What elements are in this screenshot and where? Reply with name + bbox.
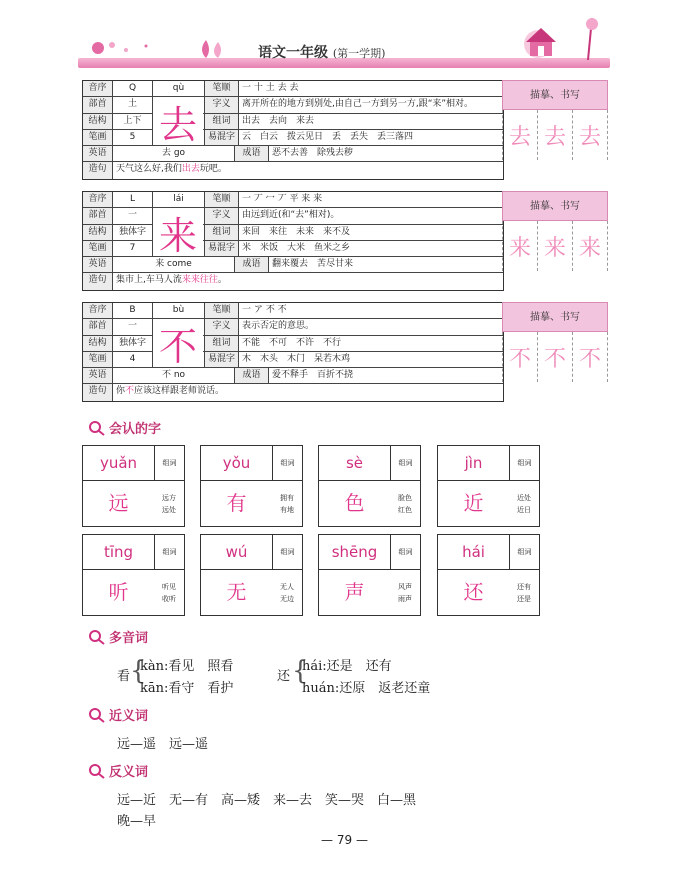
main-character: 不	[153, 320, 203, 366]
recognize-card: tīng 组词 听 听见 收听	[82, 534, 185, 616]
section-title-synonym: 近义词	[88, 705, 148, 724]
copy-practice: 描摹、书写 去 去 去	[502, 80, 608, 160]
magnifier-icon	[88, 763, 106, 779]
magnifier-icon	[88, 420, 106, 436]
polyphone-huan-1: hái:还是 还有	[302, 659, 392, 674]
brace-icon: {	[130, 656, 147, 686]
copy-practice: 描摹、书写 来 来 来	[502, 191, 608, 271]
magnifier-icon	[88, 629, 106, 645]
house-decoration-icon	[508, 14, 618, 62]
synonym-line: 远—遥 远—遥	[117, 737, 209, 752]
polyphone-kan-1: kàn:看见 照看	[140, 659, 234, 674]
antonym-line-2: 晚—早	[117, 814, 157, 829]
main-character: 来	[153, 209, 203, 255]
recognize-card: yǒu 组词 有 拥有 有地	[200, 445, 303, 527]
recognize-card: shēng 组词 声 风声 雨声	[318, 534, 421, 616]
page-title: 语文一年级 (第一学期)	[258, 45, 386, 61]
page-header	[78, 32, 610, 72]
polyphone-kan-2: kān:看守 看护	[140, 681, 234, 696]
recognize-card: sè 组词 色 脸色 红色	[318, 445, 421, 527]
recognize-card: wú 组词 无 无人 无边	[200, 534, 303, 616]
page-number: — 79 —	[321, 833, 368, 847]
polyphone-huan-char: 还	[277, 669, 291, 684]
polyphone-huan-2: huán:还原 返老还童	[302, 681, 431, 696]
section-title-polyphone: 多音词	[88, 627, 148, 646]
section-title-antonym: 反义词	[88, 761, 148, 780]
section-title-recognize: 会认的字	[88, 418, 161, 437]
recognize-card: hái 组词 还 还有 还是	[437, 534, 540, 616]
brace-icon: {	[292, 656, 309, 686]
antonym-line-1: 远—近 无—有 高—矮 来—去 笑—哭 白—黑	[117, 793, 417, 808]
flower-decoration-icon	[86, 36, 236, 60]
recognize-card: jìn 组词 近 近处 近日	[437, 445, 540, 527]
magnifier-icon	[88, 707, 106, 723]
recognize-card: yuǎn 组词 远 远方 远处	[82, 445, 185, 527]
main-character: 去	[153, 98, 203, 144]
copy-practice: 描摹、书写 不 不 不	[502, 302, 608, 382]
polyphone-kan-char: 看	[117, 669, 131, 684]
